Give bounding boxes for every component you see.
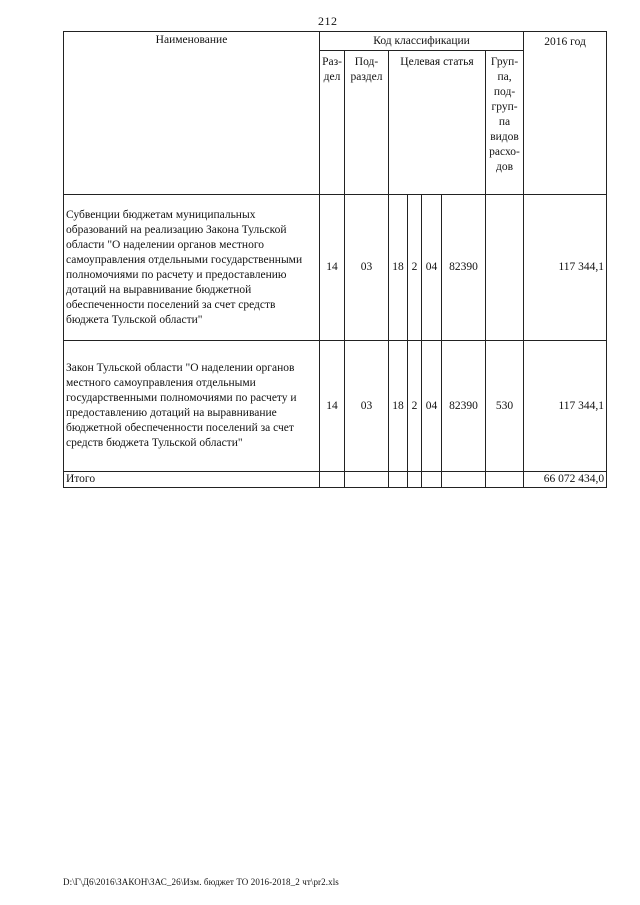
header-year: 2016 год bbox=[524, 32, 607, 195]
header-target-article: Целевая статья bbox=[389, 51, 486, 195]
budget-table bbox=[63, 31, 607, 488]
header-name: Наименование bbox=[64, 32, 320, 195]
header-group-line: па, bbox=[497, 71, 512, 83]
header-podrazdel bbox=[345, 51, 389, 195]
target-part-1-cell: 18 bbox=[389, 341, 408, 472]
header-group-line: дов bbox=[496, 161, 514, 173]
total-label: Итого bbox=[64, 472, 320, 488]
amount-cell: 117 344,1 bbox=[524, 341, 607, 472]
target-part-4-cell: 82390 bbox=[442, 341, 486, 472]
target-part-3-cell: 04 bbox=[422, 341, 442, 472]
target-part-1-cell: 18 bbox=[389, 195, 408, 341]
header-razdel-line-2: дел bbox=[323, 71, 341, 83]
razdel-cell: 14 bbox=[320, 195, 345, 341]
target-part-2-cell: 2 bbox=[408, 195, 422, 341]
header-podrazdel-line-1: Под- bbox=[354, 56, 379, 68]
row-name-cell: Субвенции бюджетам муниципальных образований на реализацию Закона Тульской области "О наделении органов местного самоуправления отдельными государственными полномочиями по расчету и предоставлению дотаций на выравнивание бюджетной обеспеченности поселений за счет средств бюджета Тульской области" bbox=[64, 195, 320, 341]
header-row-1 bbox=[64, 32, 607, 51]
group-cell: 530 bbox=[486, 341, 524, 472]
empty-cell bbox=[345, 472, 389, 488]
podrazdel-cell: 03 bbox=[345, 195, 389, 341]
empty-cell bbox=[486, 472, 524, 488]
page-number: 212 bbox=[318, 14, 338, 28]
header-group-line: видов bbox=[490, 131, 519, 143]
target-part-3-cell: 04 bbox=[422, 195, 442, 341]
header-classification-code: Код классификации bbox=[320, 32, 524, 51]
table-row bbox=[64, 195, 607, 341]
amount-cell: 117 344,1 bbox=[524, 195, 607, 341]
header-group-line: расхо- bbox=[489, 146, 520, 158]
header-group-line: па bbox=[498, 116, 511, 128]
row-name-cell: Закон Тульской области "О наделении органов местного самоуправления отдельными государственными полномочиями по расчету и предоставлению дотаций на выравнивание бюджетной обеспеченности поселений за счет средств бюджета Тульской области" bbox=[64, 341, 320, 472]
file-path-footer: D:\Г\Д6\2016\ЗАКОН\ЗАС_26\Изм. бюджет ТО 2016-2018_2 чт\pr2.xls bbox=[63, 877, 339, 887]
razdel-cell: 14 bbox=[320, 341, 345, 472]
header-expense-group bbox=[486, 51, 524, 195]
empty-cell bbox=[389, 472, 408, 488]
total-row bbox=[64, 472, 607, 488]
header-razdel bbox=[320, 51, 345, 195]
header-razdel-line-1: Раз- bbox=[322, 56, 342, 68]
header-group-line: Груп- bbox=[490, 56, 519, 68]
header-group-line: груп- bbox=[491, 101, 518, 113]
empty-cell bbox=[320, 472, 345, 488]
empty-cell bbox=[422, 472, 442, 488]
empty-cell bbox=[408, 472, 422, 488]
empty-cell bbox=[442, 472, 486, 488]
total-amount: 66 072 434,0 bbox=[524, 472, 607, 488]
target-part-2-cell: 2 bbox=[408, 341, 422, 472]
target-part-4-cell: 82390 bbox=[442, 195, 486, 341]
table-row bbox=[64, 341, 607, 472]
header-podrazdel-line-2: раздел bbox=[350, 71, 383, 83]
header-group-line: под- bbox=[493, 86, 516, 98]
podrazdel-cell: 03 bbox=[345, 341, 389, 472]
group-cell bbox=[486, 195, 524, 341]
